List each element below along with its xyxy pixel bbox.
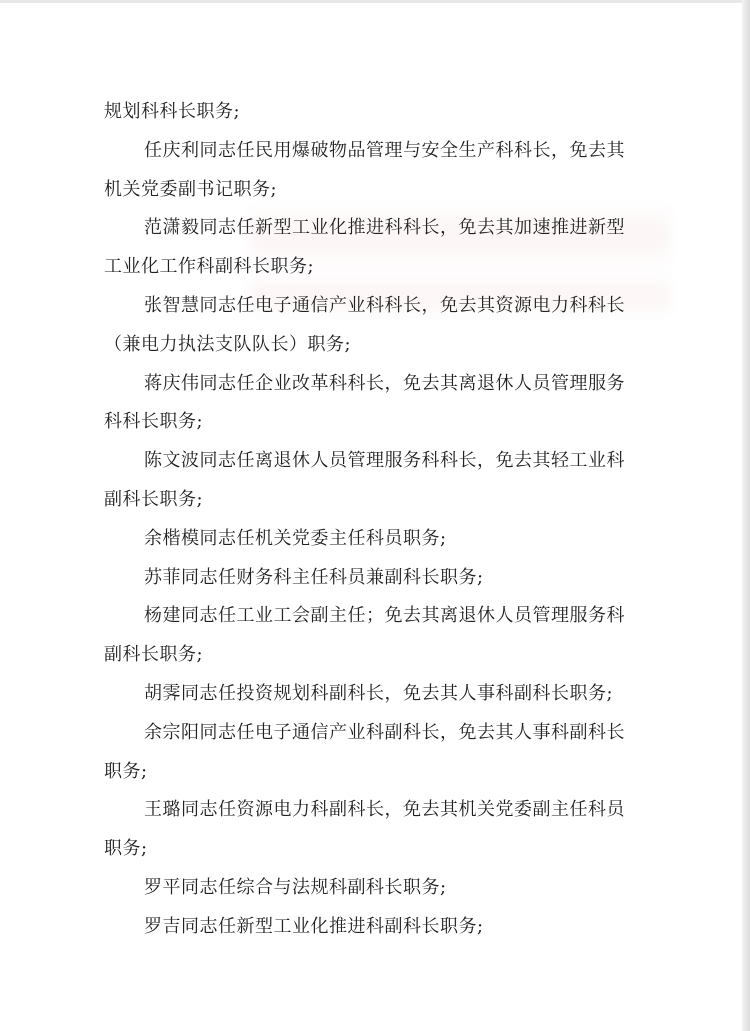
text-line: （兼电力执法支队队长）职务; xyxy=(104,333,352,355)
paragraph-start-line: 余宗阳同志任电子通信产业科副科长，免去其人事科副科长 xyxy=(144,721,625,743)
paragraph-start-line: 张智慧同志任电子通信产业科科长，免去其资源电力科科长 xyxy=(144,294,625,316)
paragraph-start-line: 蒋庆伟同志任企业改革科科长，免去其离退休人员管理服务 xyxy=(144,372,625,394)
text-line: 副科长职务; xyxy=(104,644,204,666)
paragraph-start-line: 罗平同志任综合与法规科副科长职务; xyxy=(144,876,447,898)
paragraph-start-line: 范潇毅同志任新型工业化推进科科长，免去其加速推进新型 xyxy=(144,217,625,239)
paragraph-start-line: 苏菲同志任财务科主任科员兼副科长职务; xyxy=(144,566,484,588)
paragraph-start-line: 余楷模同志任机关党委主任科员职务; xyxy=(144,527,447,549)
paragraph-start-line: 任庆利同志任民用爆破物品管理与安全生产科科长，免去其 xyxy=(144,139,625,161)
text-line: 职务; xyxy=(104,760,148,782)
text-line: 科科长职务; xyxy=(104,411,204,433)
paragraph-start-line: 胡霁同志任投资规划科副科长，免去其人事科副科长职务; xyxy=(144,682,614,704)
scan-edge-top xyxy=(0,0,750,3)
paragraph-start-line: 杨建同志任工业工会副主任；免去其离退休人员管理服务科 xyxy=(144,605,625,627)
paragraph-start-line: 王璐同志任资源电力科副科长，免去其机关党委副主任科员 xyxy=(144,799,625,821)
document-body xyxy=(104,93,650,947)
text-line: 副科长职务; xyxy=(104,488,204,510)
text-line: 机关党委副书记职务; xyxy=(104,178,278,200)
text-line: 工业化工作科副科长职务; xyxy=(104,256,315,278)
paragraph-start-line: 罗吉同志任新型工业化推进科副科长职务; xyxy=(144,915,484,937)
scan-edge-right xyxy=(742,0,750,1031)
text-line: 规划科科长职务; xyxy=(104,101,241,122)
paragraph-start-line: 陈文波同志任离退休人员管理服务科科长，免去其轻工业科 xyxy=(144,450,625,472)
text-line: 职务; xyxy=(104,838,148,860)
